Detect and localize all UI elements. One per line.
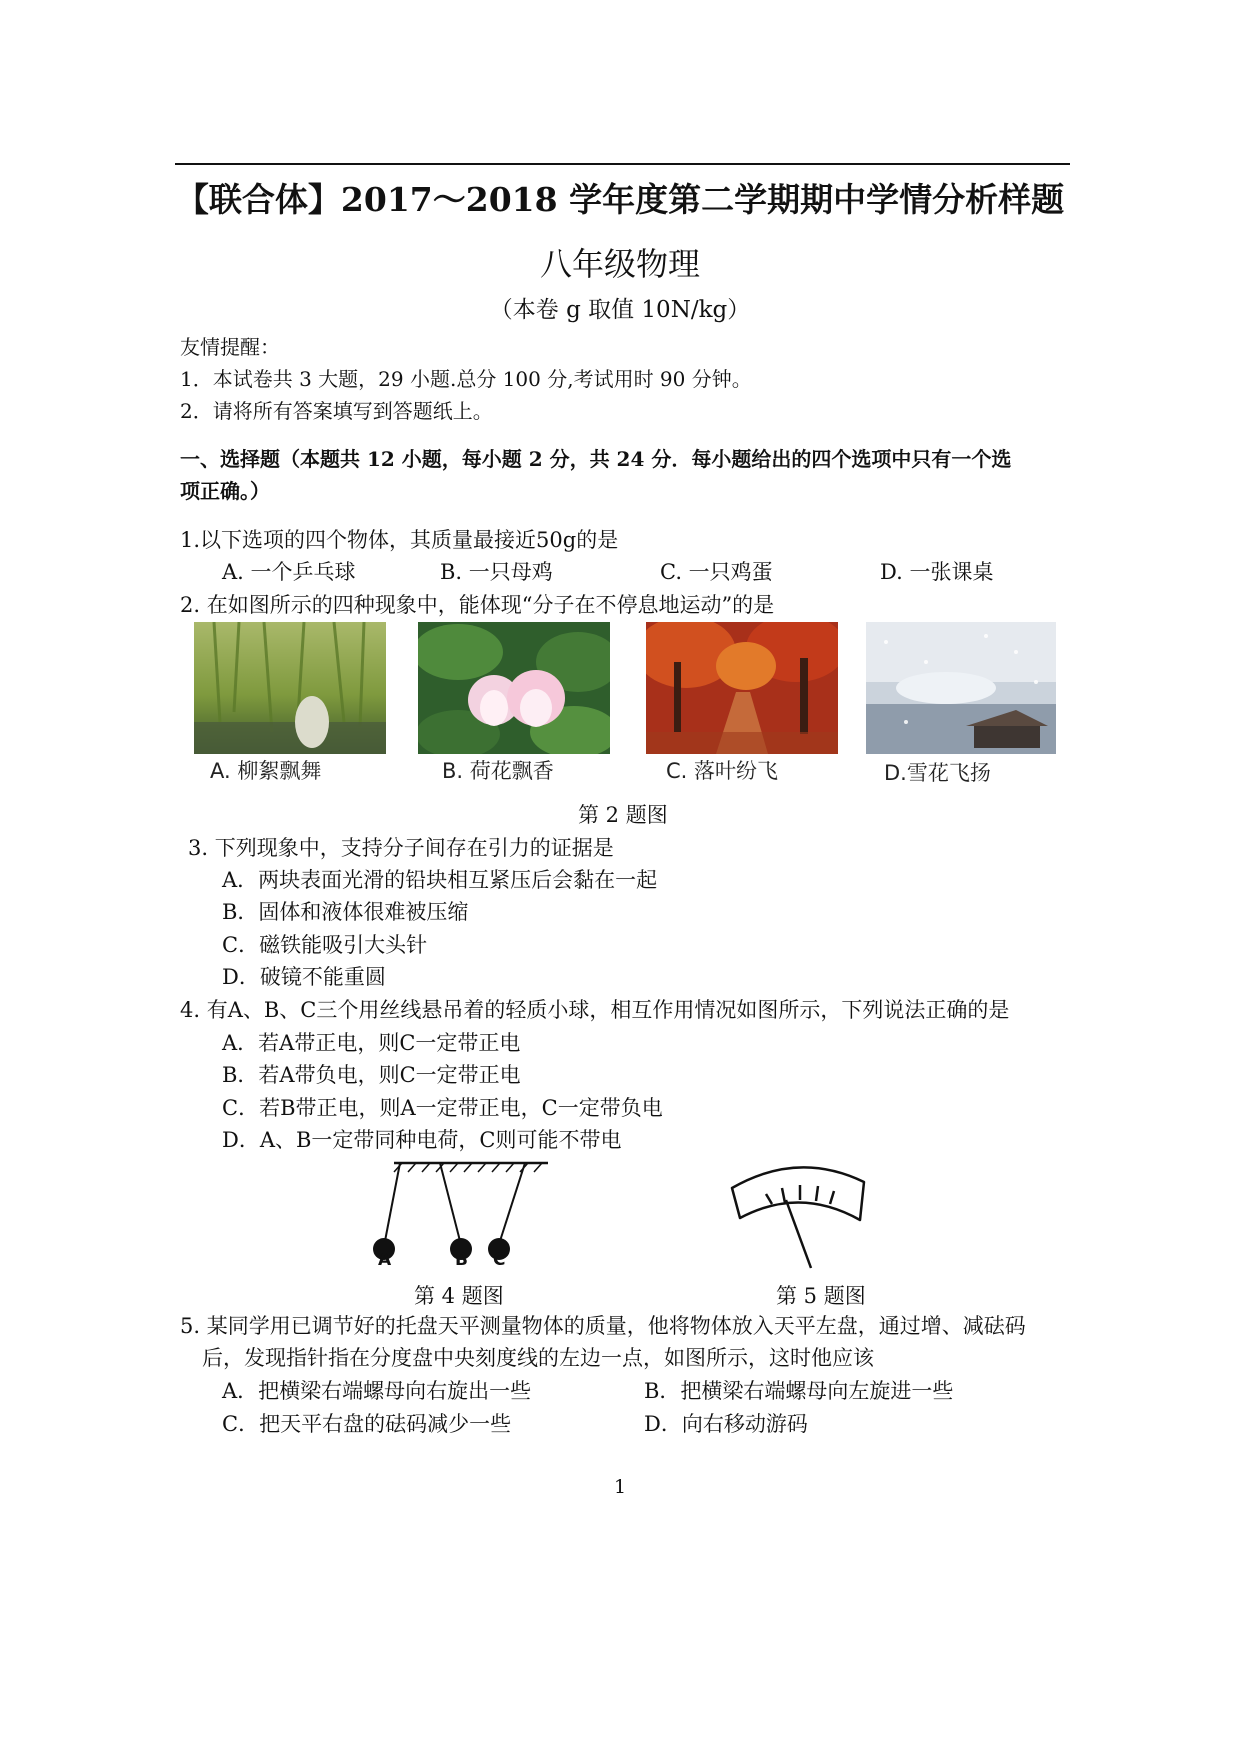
q4-option-c: C．若B带正电，则A一定带正电，C一定带负电 [222, 1096, 663, 1120]
q3-option-d: D．破镜不能重圆 [222, 965, 386, 989]
falling-leaves-photo [646, 622, 838, 754]
q5-figure-caption: 第 5 题图 [776, 1284, 866, 1308]
ball-label-c: C [493, 1250, 506, 1270]
q2-caption-b: B. 荷花飘香 [442, 759, 554, 783]
q4-figure-caption: 第 4 题图 [414, 1284, 504, 1308]
q2-stem: 2. 在如图所示的四种现象中，能体现“分子在不停息地运动”的是 [180, 593, 775, 617]
header-rule [175, 163, 1070, 165]
q5-option-c: C．把天平右盘的砝码减少一些 [222, 1412, 512, 1436]
q3-stem: 3. 下列现象中，支持分子间存在引力的证据是 [188, 836, 614, 860]
q5-stem-line2: 后，发现指针指在分度盘中央刻度线的左边一点，如图所示，这时他应该 [202, 1346, 874, 1370]
q1-stem: 1.以下选项的四个物体，其质量最接近50g的是 [180, 528, 619, 552]
q2-caption-c: C. 落叶纷飞 [666, 759, 779, 783]
q3-option-b: B．固体和液体很难被压缩 [222, 900, 469, 924]
q5-option-b: B．把横梁右端螺母向左旋进一些 [644, 1379, 954, 1403]
q3-option-c: C．磁铁能吸引大头针 [222, 933, 428, 957]
q4-option-a: A．若A带正电，则C一定带正电 [222, 1031, 521, 1055]
q3-option-a: A．两块表面光滑的铅块相互紧压后会黏在一起 [222, 868, 658, 892]
q5-balance-dial-figure [728, 1158, 878, 1282]
q1-option-a: A. 一个乒乓球 [222, 560, 356, 584]
q2-caption-d: D.雪花飞扬 [884, 761, 991, 785]
page-number: 1 [613, 1476, 627, 1498]
q4-option-d: D．A、B一定带同种电荷，C则可能不带电 [222, 1128, 622, 1152]
exam-subtitle: 八年级物理 [539, 245, 700, 283]
q2-caption-a: A. 柳絮飘舞 [210, 759, 322, 783]
q1-option-c: C. 一只鸡蛋 [660, 560, 773, 584]
q5-option-a: A．把横梁右端螺母向右旋出一些 [222, 1379, 532, 1403]
q5-stem-line1: 5. 某同学用已调节好的托盘天平测量物体的质量，他将物体放入天平左盘，通过增、减砝码 [180, 1314, 1026, 1338]
g-value-note: （本卷 g 取值 10N/kg） [489, 297, 751, 323]
reminder-item-2: 2．请将所有答案填写到答题纸上。 [180, 399, 493, 423]
reminder-item-1: 1．本试卷共 3 大题，29 小题.总分 100 分,考试用时 90 分钟。 [180, 367, 752, 391]
section1-heading-line2: 项正确。） [180, 479, 270, 503]
willow-catkins-photo [194, 622, 386, 754]
q5-option-d: D．向右移动游码 [644, 1412, 808, 1436]
q1-option-b: B. 一只母鸡 [440, 560, 553, 584]
snowflakes-photo [866, 622, 1056, 754]
q2-figure-caption: 第 2 题图 [578, 803, 668, 827]
ball-label-a: A [378, 1250, 392, 1270]
q4-stem: 4. 有A、B、C三个用丝线悬吊着的轻质小球，相互作用情况如图所示，下列说法正确的是 [180, 998, 1010, 1022]
reminder-label: 友情提醒： [180, 335, 280, 359]
section1-heading-line1: 一、选择题（本题共 12 小题，每小题 2 分，共 24 分．每小题给出的四个选项中只有一个选 [180, 447, 1012, 471]
q4-option-b: B．若A带负电，则C一定带正电 [222, 1063, 521, 1087]
ball-label-b: B [455, 1250, 468, 1270]
exam-title: 【联合体】2017～2018 学年度第二学期期中学情分析样题 [175, 180, 1065, 219]
lotus-photo [418, 622, 610, 754]
q1-option-d: D. 一张课桌 [880, 560, 994, 584]
